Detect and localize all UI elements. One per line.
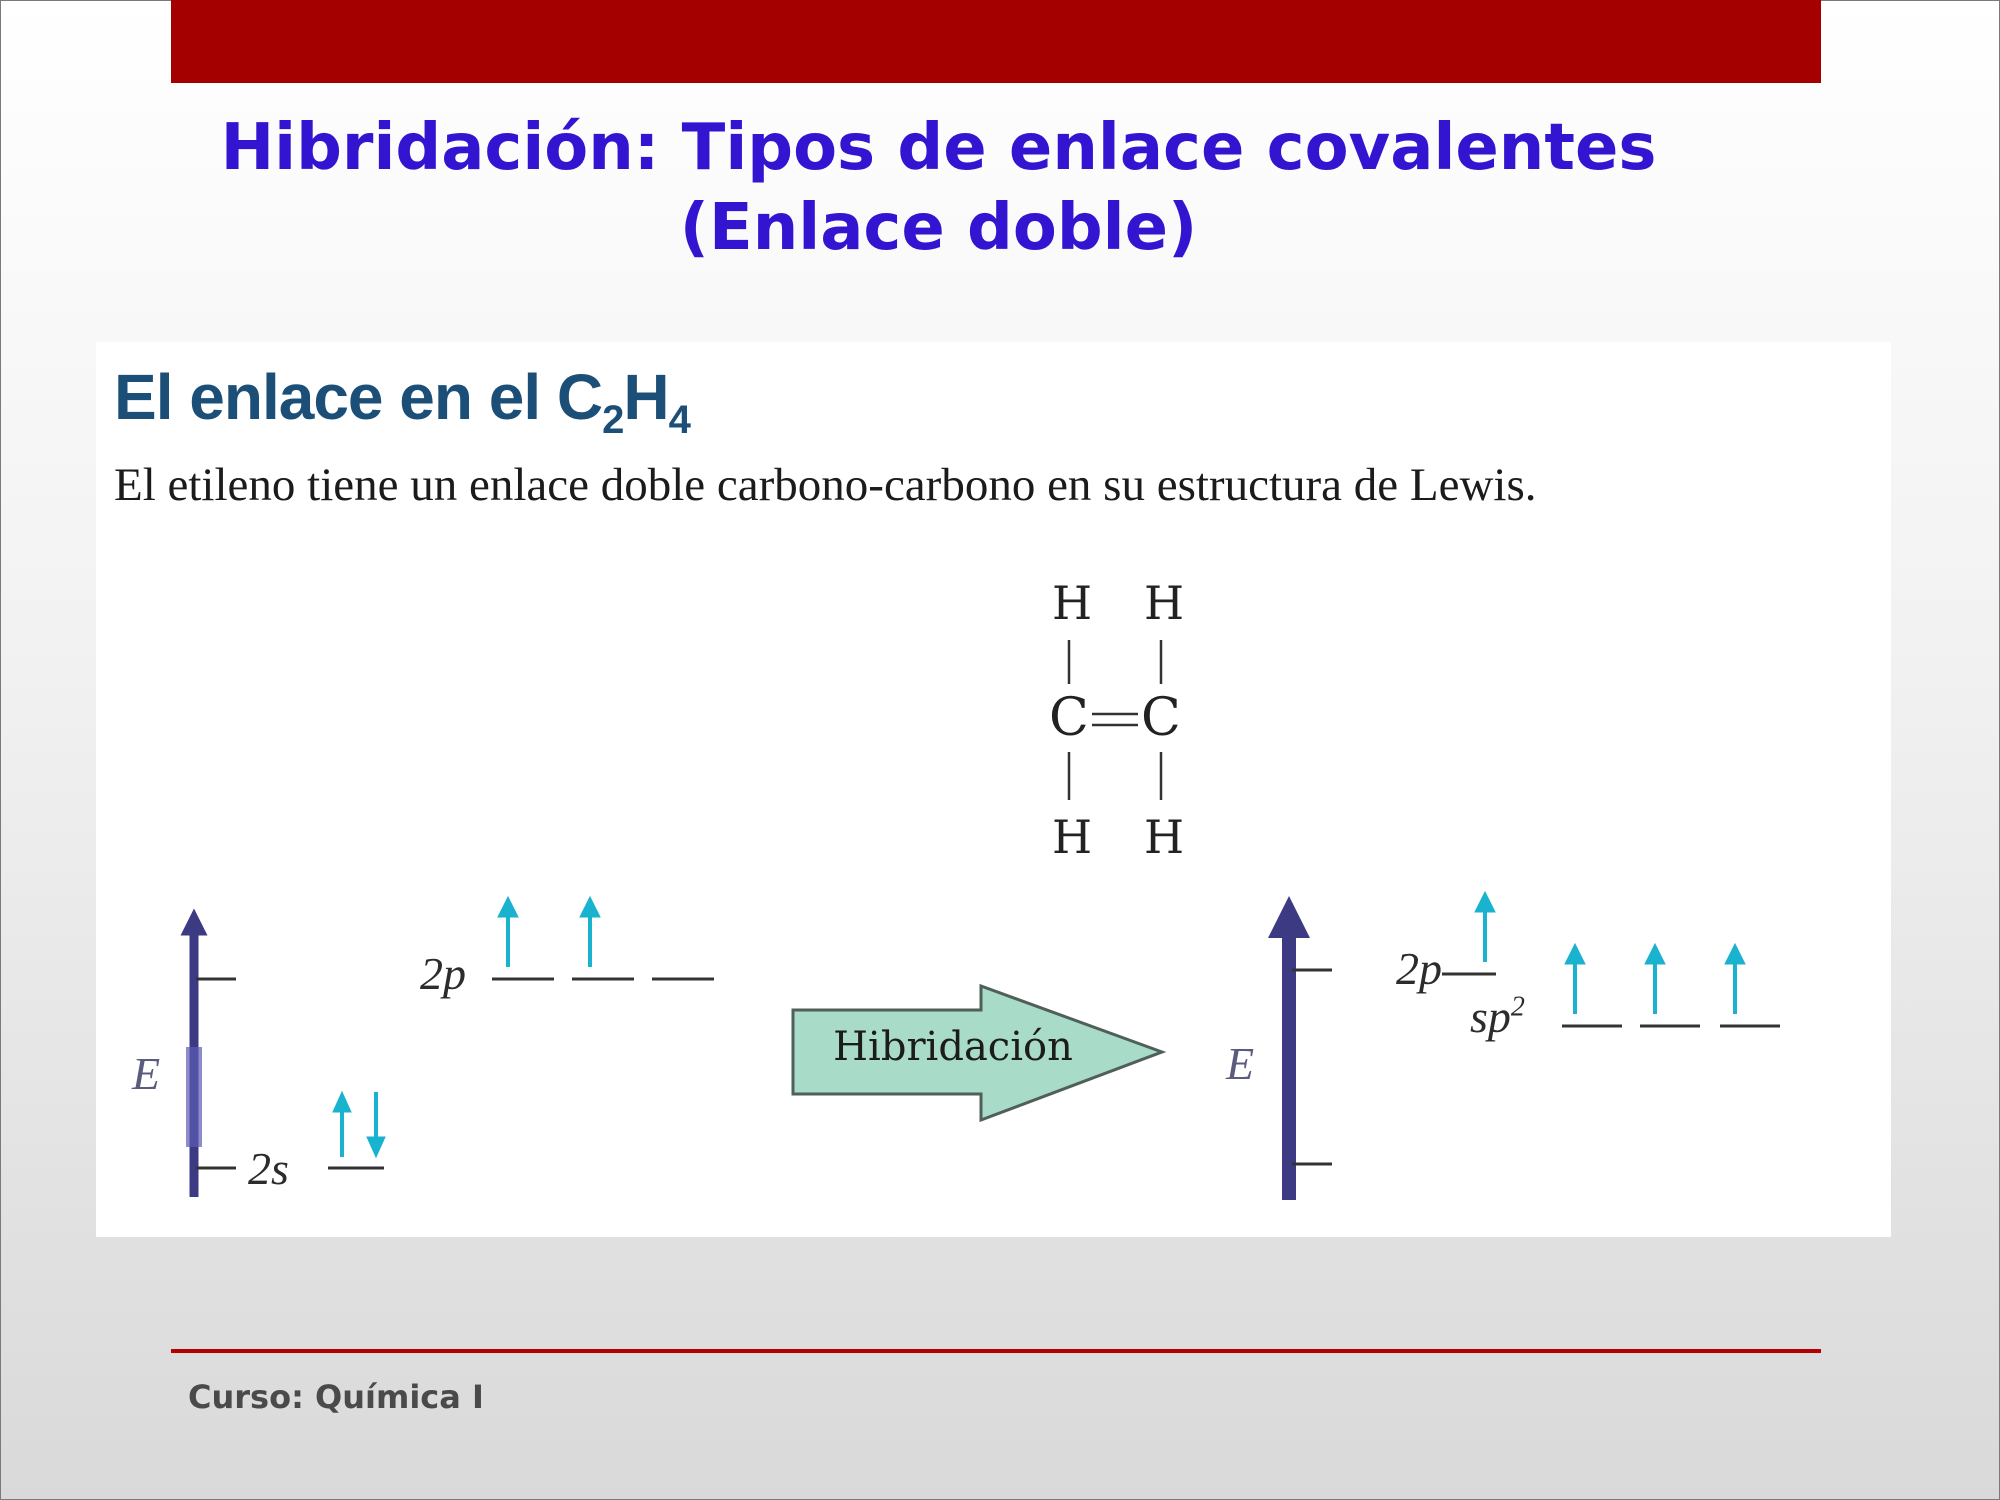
atom-h-bottom-left: H — [1052, 810, 1093, 864]
label-sp2 — [1470, 990, 1525, 1043]
ethylene-figure — [96, 342, 1891, 1237]
label-sp: sp — [1470, 991, 1511, 1042]
electrons-before — [333, 897, 600, 1157]
title-line-2: (Enlace doble) — [679, 191, 1198, 265]
heading-base: El enlace en el C — [114, 361, 603, 433]
heading-subscript-c: 2 — [602, 398, 624, 442]
label-2p-after: 2p — [1396, 943, 1442, 994]
slide-title — [171, 108, 1706, 268]
label-sp-superscript: 2 — [1510, 991, 1525, 1023]
energy-label-before: E — [132, 1048, 161, 1099]
atom-h-top-right: H — [1144, 576, 1185, 630]
label-2s: 2s — [248, 1143, 289, 1194]
title-line-1: Hibridación: Tipos de enlace covalentes — [220, 111, 1657, 185]
atom-c-left: C — [1049, 688, 1089, 748]
orbital-diagram — [96, 342, 1891, 1237]
heading-subscript-h: 4 — [668, 398, 690, 442]
lewis-bonds — [1069, 640, 1161, 800]
energy-axis-before — [186, 922, 236, 1197]
hybridization-arrow-label: Hibridación — [833, 1024, 1073, 1070]
top-accent-bar — [171, 0, 1821, 83]
energy-axis-after — [1289, 917, 1332, 1200]
heading-h: H — [623, 361, 669, 433]
label-2p-before: 2p — [420, 948, 466, 999]
energy-label-after: E — [1226, 1038, 1255, 1089]
atom-c-right: C — [1141, 688, 1181, 748]
atom-h-bottom-right: H — [1144, 810, 1185, 864]
atom-h-top-left: H — [1052, 576, 1093, 630]
figure-description: El etileno tiene un enlace doble carbono-carbono en su estructura de Lewis. — [114, 459, 1537, 511]
course-footer: Curso: Química I — [188, 1378, 484, 1416]
footer-rule — [171, 1349, 1821, 1353]
